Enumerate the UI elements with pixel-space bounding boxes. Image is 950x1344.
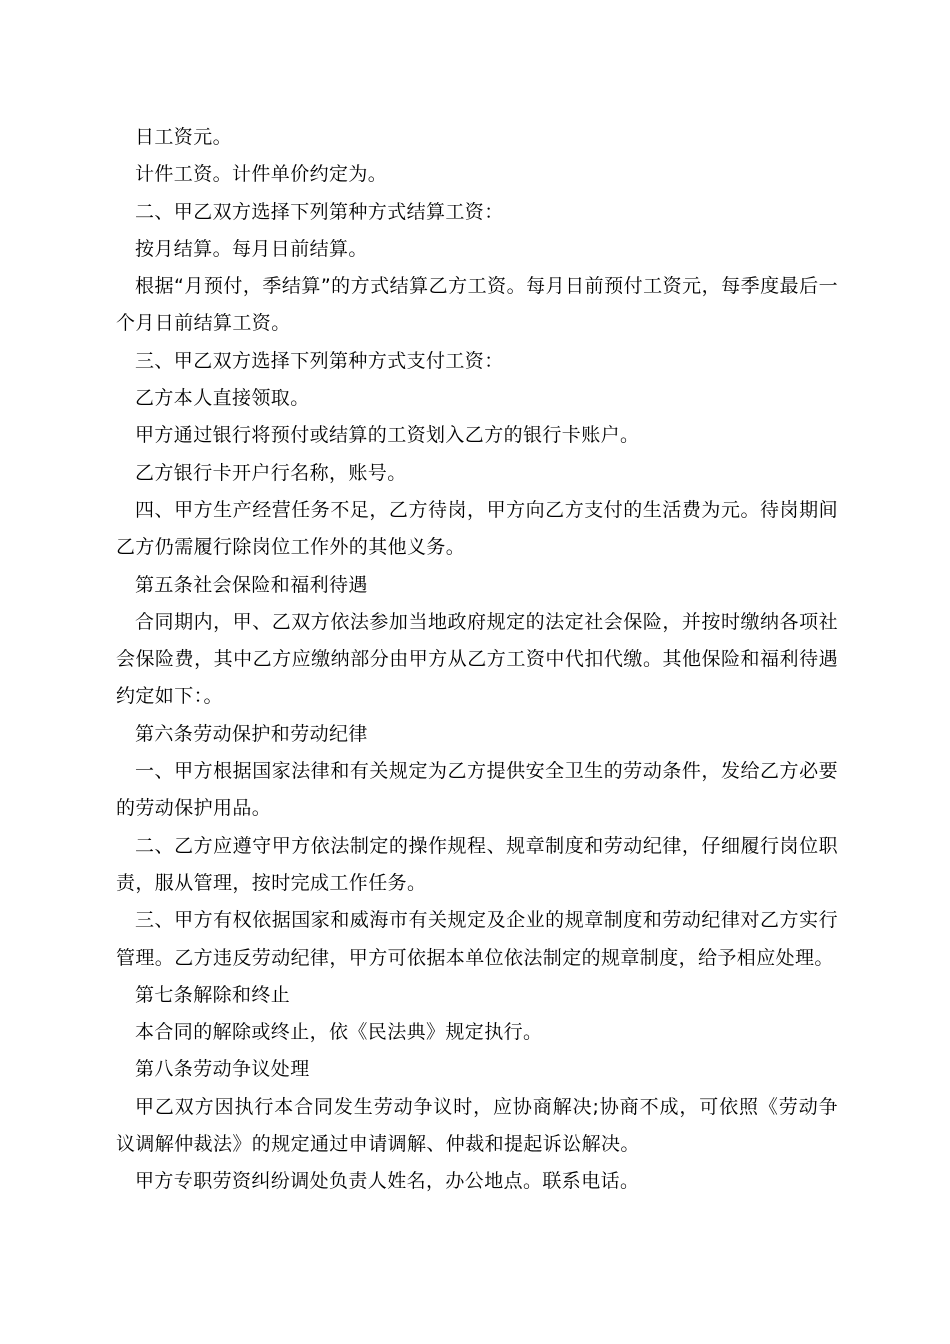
paragraph-standby-allowance: 四、甲方生产经营任务不足，乙方待岗，甲方向乙方支付的生活费为元。待岗期间乙方仍需履行除岗位工作外的其他义务。 bbox=[116, 498, 838, 559]
paragraph-termination: 本合同的解除或终止，依《民法典》规定执行。 bbox=[135, 1021, 543, 1044]
paragraph-daily-wage: 日工资元。 bbox=[135, 126, 233, 148]
paragraph-settlement-heading: 二、甲乙双方选择下列第种方式结算工资： bbox=[135, 200, 504, 223]
paragraph-dispute-resolution: 甲乙双方因执行本合同发生劳动争议时，应协商解决;协商不成，可依照《劳动争议调解仲裁法》的规定通过申请调解、仲裁和提起诉讼解决。 bbox=[116, 1095, 838, 1156]
document-body bbox=[116, 119, 838, 1201]
paragraph-employer-management: 三、甲方有权依据国家和威海市有关规定及企业的规章制度和劳动纪律对乙方实行管理。乙方违反劳动纪律，甲方可依据本单位依法制定的规章制度，给予相应处理。 bbox=[116, 909, 838, 969]
paragraph-dispute-contact: 甲方专职劳资纠纷调处负责人姓名，办公地点。联系电话。 bbox=[135, 1170, 640, 1193]
article-8-heading: 第八条劳动争议处理 bbox=[135, 1058, 310, 1081]
paragraph-safety-conditions: 一、甲方根据国家法律和有关规定为乙方提供安全卫生的劳动条件，发给乙方必要的劳动保护用品。 bbox=[116, 760, 838, 820]
paragraph-monthly-settlement: 按月结算。每月日前结算。 bbox=[135, 237, 368, 260]
paragraph-bank-transfer: 甲方通过银行将预付或结算的工资划入乙方的银行卡账户。 bbox=[135, 424, 640, 447]
article-7-heading: 第七条解除和终止 bbox=[135, 983, 291, 1006]
paragraph-direct-collection: 乙方本人直接领取。 bbox=[135, 387, 310, 410]
paragraph-bank-account: 乙方银行卡开户行名称，账号。 bbox=[135, 461, 407, 484]
paragraph-piece-wage: 计件工资。计件单价约定为。 bbox=[135, 163, 388, 186]
paragraph-quarterly-settlement: 根据“月预付，季结算”的方式结算乙方工资。每月日前预付工资元，每季度最后一个月日前结算工资。 bbox=[116, 275, 838, 335]
article-5-heading: 第五条社会保险和福利待遇 bbox=[135, 573, 368, 596]
paragraph-social-insurance: 合同期内，甲、乙双方依法参加当地政府规定的法定社会保险，并按时缴纳各项社会保险费，其中乙方应缴纳部分由甲方从乙方工资中代扣代缴。其他保险和福利待遇约定如下：。 bbox=[116, 610, 838, 708]
article-6-heading: 第六条劳动保护和劳动纪律 bbox=[135, 722, 368, 745]
paragraph-payment-heading: 三、甲乙双方选择下列第种方式支付工资： bbox=[135, 349, 504, 372]
paragraph-employee-compliance: 二、乙方应遵守甲方依法制定的操作规程、规章制度和劳动纪律，仔细履行岗位职责，服从管理，按时完成工作任务。 bbox=[116, 834, 838, 894]
